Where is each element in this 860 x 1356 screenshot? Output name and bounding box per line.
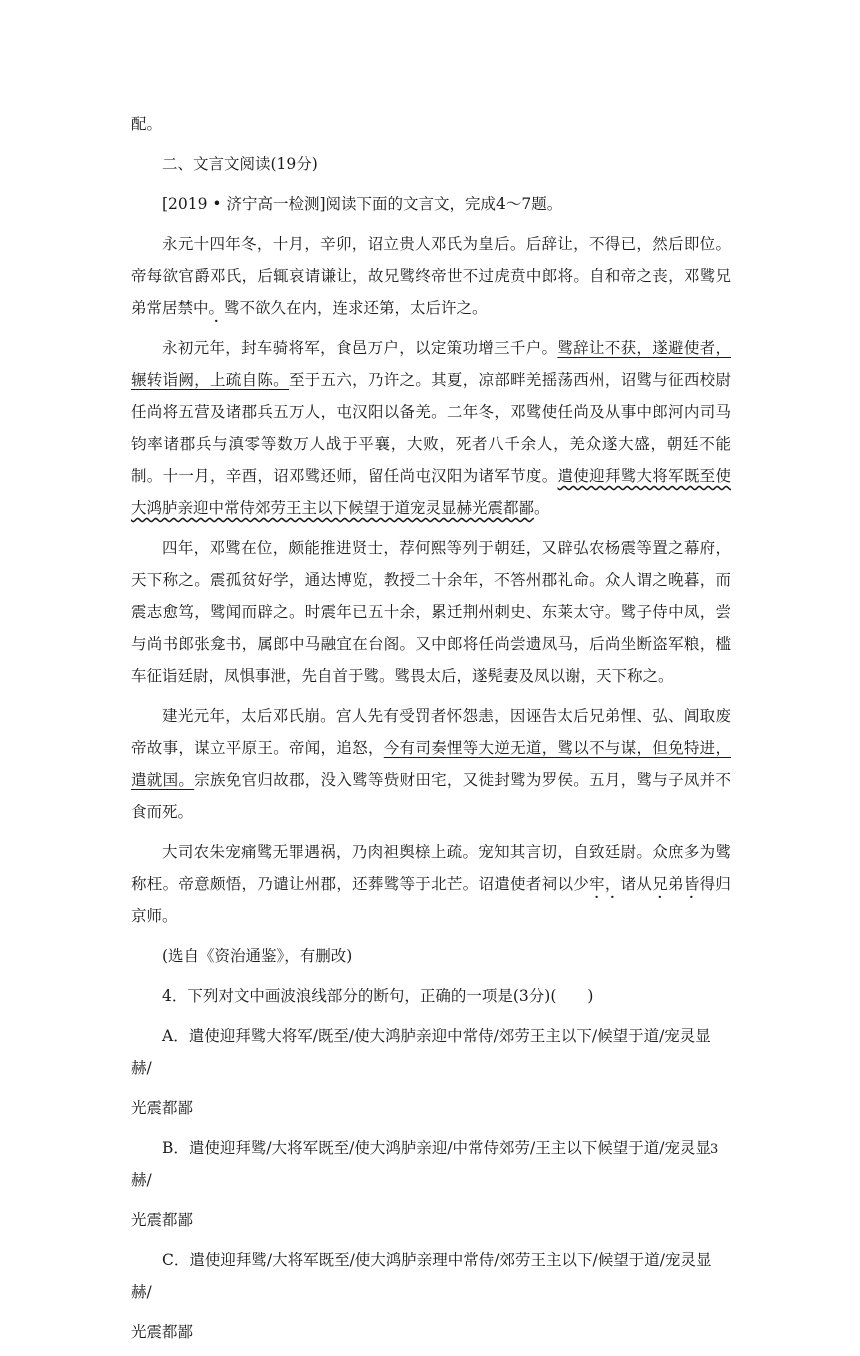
top-fragment: 配。 bbox=[131, 115, 163, 133]
option-c-line-2: 光震都鄙 bbox=[131, 1323, 194, 1341]
p5-dotted-char: 弟 bbox=[668, 875, 684, 893]
source-note: (选自《资治通鉴》，有删改) bbox=[162, 947, 353, 965]
option-c-line-1: C．遣使迎拜骘/大将军既至/使大鸿胪亲理中常侍/郊劳王主以下/候望于道/宠灵显赫/ bbox=[131, 1251, 712, 1301]
p1-text-b: 。骘不欲久在内，连求还第，太后许之。 bbox=[208, 299, 488, 317]
p2-underlined-sentence: 骘辞让不获，遂避使者，辗转诣阙，上疏自陈。 bbox=[131, 339, 731, 389]
p2-text-b: 至于五六，乃许之。其夏，凉部畔羌摇荡西州，诏骘与征西校尉任尚将五营及诸郡兵五万人，屯汉阳以备羌。二年冬，邓骘使任尚及从事中郎河内司马钧率诸郡兵与滇零等数万人战于平襄，大败，死者八千余人，羌众遂大盛，朝廷不能制。十一月，辛酉，诏邓骘还师，留任尚屯汉阳为诸军节度。 bbox=[131, 371, 731, 485]
option-b-line-2: 光震都鄙 bbox=[131, 1211, 194, 1229]
p1-text-a: 永元十四年冬，十月，辛卯，诏立贵人邓氏为皇后。后辞让，不得已，然后即位。帝每欲官爵邓氏，后辄哀请谦让，故兄骘终帝世不过虎贲中郎将。自和帝之丧，邓骘兄弟常居禁 bbox=[131, 235, 731, 317]
option-a-line-2: 光震都鄙 bbox=[131, 1099, 194, 1117]
p1-dotted-char: 中 bbox=[193, 299, 209, 317]
article-body bbox=[131, 108, 731, 1356]
option-b-line-1: B．遣使迎拜骘/大将军既至/使大鸿胪亲迎/中常侍郊劳/王主以下候望于道/宠灵显赫/ bbox=[131, 1139, 712, 1189]
p5-dotted-char: 从 bbox=[636, 875, 653, 893]
question-4-stem: 4．下列对文中画波浪线部分的断句，正确的一项是(3分)( ) bbox=[162, 987, 594, 1005]
option-a-line-1: A．遣使迎拜骘大将军/既至/使大鸿胪亲迎中常侍/郊劳王主以下/候望于道/宠灵显赫/ bbox=[131, 1027, 711, 1077]
paragraph-5 bbox=[131, 836, 731, 932]
p2-text-a: 永初元年，封车骑将军，食邑万户，以定策功增三千户。 bbox=[162, 339, 558, 357]
p5-text-e: 皆得归京师。 bbox=[131, 875, 731, 925]
p2-wavy-underlined: 遣使迎拜骘大将军既至使大鸿胪亲迎中常侍郊劳王主以下候望于道宠灵显赫光震都鄙 bbox=[131, 467, 731, 517]
paragraph-3: 四年，邓骘在位，颇能推进贤士，荐何熙等列于朝廷，又辟弘农杨震等置之幕府，天下称之。震孤贫好学，通达博览，教授二十余年，不答州郡礼命。众人谓之晚暮，而震志愈笃，骘闻而辟之。时震年已五十余，累迁荆州刺史、东莱太守。骘子侍中凤，尝与尚书郎张龛书，属郎中马融宜在台阁。又中郎将任尚尝遗凤马，后尚坐断盗军粮，槛车征诣廷尉，凤惧事泄，先自首于骘。骘畏太后，遂髡妻及凤以谢，天下称之。 bbox=[131, 539, 731, 685]
p2-text-c: 。 bbox=[534, 499, 550, 517]
p5-text-a: 大司农朱宠痛骘无罪遇祸，乃肉袒舆榇上疏。宠知其言切，自致廷尉。众庶多为骘称枉。帝意颇悟，乃谴让州郡，还葬骘等于北芒。诏遣使者祠以 bbox=[131, 843, 731, 893]
p5-text-b: ，诸 bbox=[604, 875, 637, 893]
paragraph-1 bbox=[131, 228, 731, 324]
p4-underlined-sentence: 今有司奏悝等大逆无道，骘以不与谋，但免特进，遣就国。 bbox=[131, 739, 731, 789]
intro-line: [2019 • 济宁高一检测]阅读下面的文言文，完成4～7题。 bbox=[162, 195, 563, 213]
section-heading: 二、文言文阅读(19分) bbox=[162, 155, 318, 173]
p5-dotted-char: 牢 bbox=[589, 875, 605, 893]
p4-text-b: 宗族免官归故郡，没入骘等赀财田宅，又徙封骘为罗侯。五月，骘与子凤并不食而死。 bbox=[131, 771, 731, 821]
p4-text-a: 建光元年，太后邓氏崩。宫人先有受罚者怀怨恚，因诬告太后兄弟悝、弘、阊取废帝故事，谋立平原王。帝闻，追怒， bbox=[131, 707, 731, 757]
p5-text-c: 兄 bbox=[652, 875, 669, 893]
paragraph-2 bbox=[131, 332, 731, 524]
p5-dotted-char: 少 bbox=[573, 875, 590, 893]
paragraph-4 bbox=[131, 700, 731, 828]
page-number: 3 bbox=[710, 1142, 719, 1157]
